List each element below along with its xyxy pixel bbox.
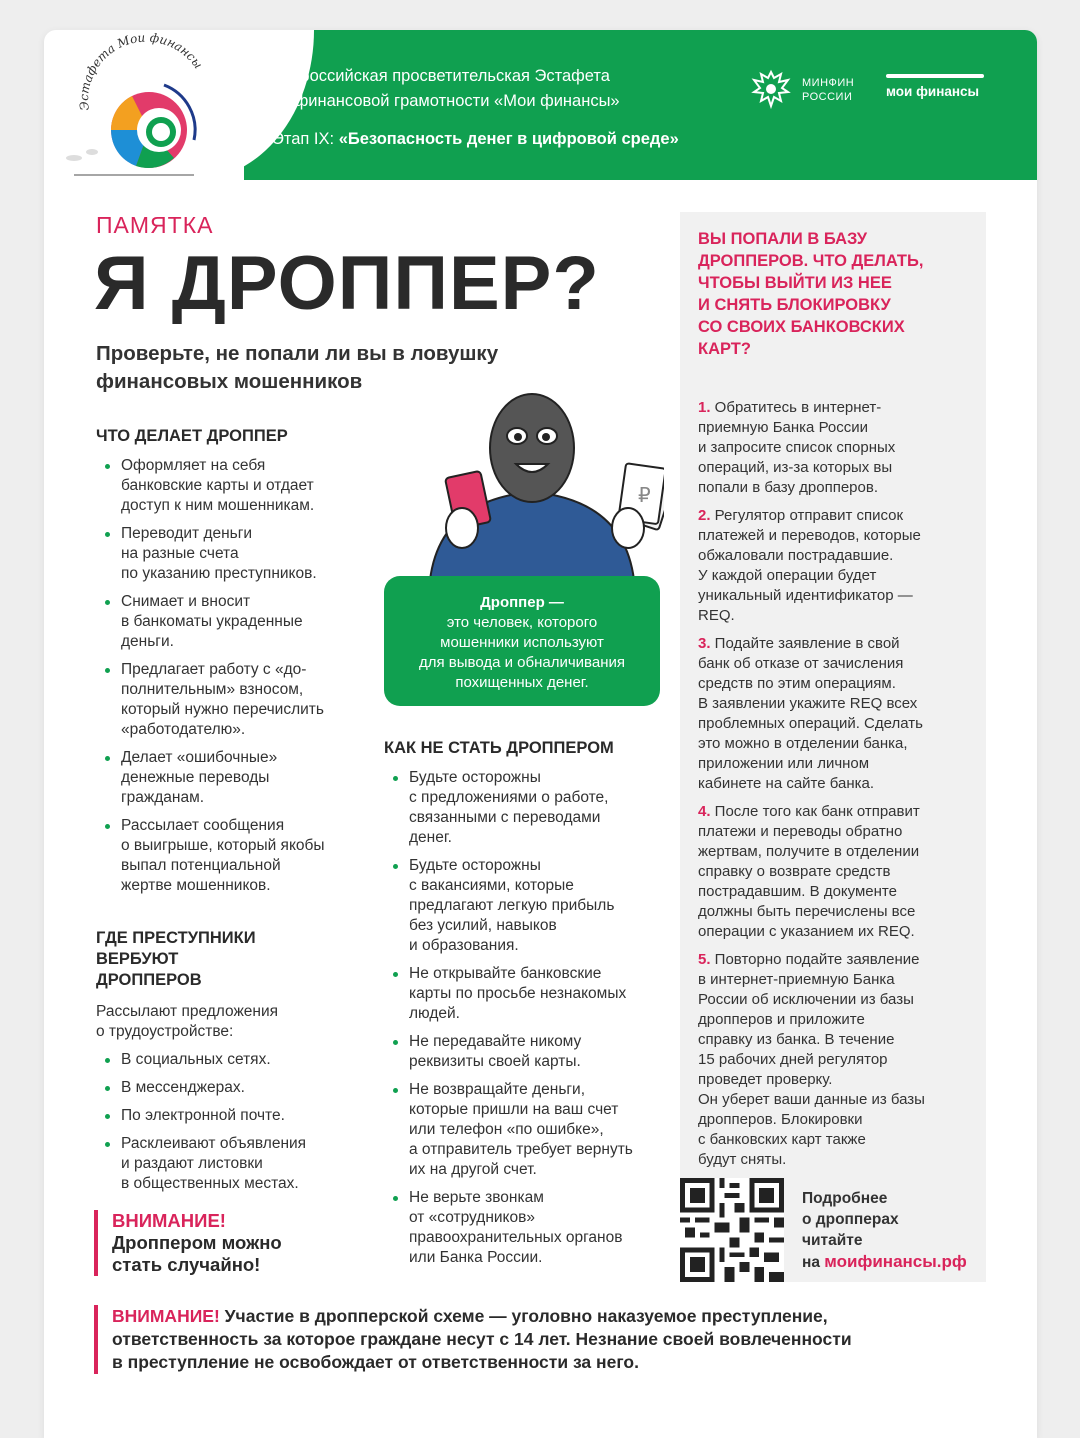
exit-step-line: В заявлении укажите REQ всех: [698, 695, 918, 712]
exit-title-line: СО СВОИХ БАНКОВСКИХ: [698, 318, 905, 336]
how-not-become-item-line: реквизиты своей карты.: [409, 1053, 581, 1070]
exit-step-text: После того как банк отправит: [710, 803, 920, 820]
what-dropper-does-item-line: Делает «ошибочные»: [121, 749, 278, 766]
how-not-become-item-line: а отправитель требует вернуть: [409, 1141, 633, 1158]
more-line-2: о дропперах: [802, 1211, 899, 1228]
exit-step-number: 2.: [698, 507, 711, 524]
attention-bottom-line-3: в преступление не освобождает от ответственности за него.: [112, 1352, 639, 1372]
minfin-line-1: МИНФИН: [802, 77, 855, 89]
exit-step-line: справку из банка. В течение: [698, 1031, 895, 1048]
how-not-become-item: [384, 1032, 674, 1072]
exit-step-line: банк об отказе от зачисления: [698, 655, 904, 672]
where-title-line-1: ГДЕ ПРЕСТУПНИКИ: [96, 929, 256, 947]
how-not-become-item: [384, 856, 674, 956]
more-info: [802, 1188, 1002, 1273]
what-dropper-does-item: [96, 592, 386, 652]
relay-logo: [44, 30, 244, 180]
what-dropper-does-item-line: Предлагает работу с «до-: [121, 661, 307, 678]
exit-step-3: [698, 634, 970, 794]
header-stage: [272, 130, 679, 149]
exit-step-line: с банковских карт также: [698, 1131, 866, 1148]
where-recruit-item-line: В социальных сетях.: [121, 1051, 271, 1068]
more-line-3: читайте: [802, 1232, 863, 1249]
dropper-illustration: [400, 380, 664, 580]
what-dropper-does-item-line: Переводит деньги: [121, 525, 253, 542]
exit-step-5: [698, 950, 970, 1170]
exit-step-line: обжаловали пострадавшие.: [698, 547, 894, 564]
exit-step-line: 15 рабочих дней регулятор: [698, 1051, 888, 1068]
what-dropper-does-item-line: гражданам.: [121, 789, 205, 806]
what-dropper-does-item: [96, 816, 386, 896]
what-dropper-does-item-line: Рассылает сообщения: [121, 817, 285, 834]
moi-finansy-bar: [886, 74, 984, 78]
attention-criminal-liability: [94, 1305, 994, 1374]
how-not-become-item-line: людей.: [409, 1005, 460, 1022]
memo-label: ПАМЯТКА: [96, 212, 214, 238]
header-title: [272, 64, 722, 114]
what-dropper-does-item-line: выпал потенциальной: [121, 857, 281, 874]
definition-term: Дроппер —: [480, 594, 564, 611]
where-intro-line-2: о трудоустройстве:: [96, 1023, 234, 1040]
exit-step-line: средств по этим операциям.: [698, 675, 896, 692]
exit-step-number: 3.: [698, 635, 711, 652]
exit-title-line: ЧТОБЫ ВЫЙТИ ИЗ НЕЕ: [698, 274, 892, 292]
what-dropper-does-item-line: Оформляет на себя: [121, 457, 266, 474]
where-intro-line-1: Рассылают предложения: [96, 1003, 279, 1020]
how-not-become-item: [384, 768, 674, 848]
exit-step-line: REQ.: [698, 607, 735, 624]
how-not-become-item-line: или Банка России.: [409, 1249, 543, 1266]
exit-step-line: У каждой операции будет: [698, 567, 877, 584]
definition-line-3: для вывода и обналичивания: [419, 654, 625, 671]
exit-step-text: Регулятор отправит список: [710, 507, 904, 524]
exit-step-text: Подайте заявление в свой: [710, 635, 900, 652]
exit-step-line: в интернет-приемную Банка: [698, 971, 895, 988]
what-dropper-does-item-line: о выигрыше, который якобы: [121, 837, 325, 854]
how-not-become-item-line: с предложениями о работе,: [409, 789, 609, 806]
exit-step-line: платежи и переводы обратно: [698, 823, 903, 840]
how-not-become-item-line: с вакансиями, которые: [409, 877, 574, 894]
where-recruit-item-line: В мессенджерах.: [121, 1079, 245, 1096]
more-prefix: на: [802, 1254, 825, 1271]
what-dropper-does-item-line: доступ к ним мошенникам.: [121, 497, 315, 514]
subtitle-line-2: финансовых мошенников: [96, 370, 363, 393]
how-not-become-item-line: карты по просьбе незнакомых: [409, 985, 627, 1002]
exit-database-title: [698, 228, 958, 360]
exit-step-line: России об исключении из базы: [698, 991, 914, 1008]
definition-line-4: похищенных денег.: [455, 674, 589, 691]
exit-database-panel: [680, 212, 986, 1282]
what-dropper-does-item-line: который нужно перечислить: [121, 701, 324, 718]
what-dropper-does-item-line: денежные переводы: [121, 769, 270, 786]
how-not-become-item-line: денег.: [409, 829, 452, 846]
how-not-become-item-line: Не передавайте никому: [409, 1033, 582, 1050]
how-not-become-item: [384, 964, 674, 1024]
what-dropper-does-item-line: банковские карты и отдает: [121, 477, 314, 494]
how-not-become-item-line: их на другой счет.: [409, 1161, 537, 1178]
svg-text:₽: ₽: [638, 483, 651, 507]
how-not-become-item-line: без усилий, навыков: [409, 917, 557, 934]
qr-code[interactable]: [680, 1178, 784, 1282]
moi-finansy-text: мои финансы: [886, 84, 980, 99]
exit-step-line: уникальный идентификатор —: [698, 587, 913, 604]
how-not-become-item-line: которые пришли на ваш счет: [409, 1101, 619, 1118]
exit-step-line: [698, 950, 970, 970]
what-dropper-does-item-line: полнительным» взносом,: [121, 681, 304, 698]
attention-bottom-label: ВНИМАНИЕ!: [112, 1306, 220, 1326]
minfin-line-2: РОССИИ: [802, 91, 853, 103]
site-link[interactable]: моифинансы.рф: [824, 1252, 967, 1271]
exit-step-line: проблемных операций. Сделать: [698, 715, 923, 732]
section-title-what-dropper-does: ЧТО ДЕЛАЕТ ДРОППЕР: [96, 427, 288, 445]
where-recruit-item-line: Расклеивают объявления: [121, 1135, 307, 1152]
how-not-become-item: [384, 1188, 674, 1268]
how-not-become-item-line: Не верьте звонкам: [409, 1189, 544, 1206]
how-not-become-item-line: связанными с переводами: [409, 809, 601, 826]
attention-bottom-line-1: Участие в дропперской схеме — уголовно наказуемое преступление,: [219, 1306, 828, 1326]
attention-accidental: [94, 1210, 344, 1276]
dropper-definition: [384, 576, 660, 706]
page-title: Я ДРОППЕР?: [94, 241, 600, 326]
where-recruit-item: [96, 1106, 386, 1126]
header-line-2: по финансовой грамотности «Мои финансы»: [272, 92, 620, 110]
exit-step-line: и запросите список спорных: [698, 439, 896, 456]
exit-step-line: дропперов. Блокировки: [698, 1111, 863, 1128]
section-title-where-recruit: [96, 928, 256, 991]
exit-title-line: ДРОППЕРОВ. ЧТО ДЕЛАТЬ,: [698, 252, 924, 270]
exit-step-line: [698, 634, 970, 654]
subtitle-line-1: Проверьте, не попали ли вы в ловушку: [96, 342, 499, 365]
how-not-become-item-line: Не возвращайте деньги,: [409, 1081, 586, 1098]
how-not-become-item-line: Будьте осторожны: [409, 769, 541, 786]
exit-step-line: это можно в отделении банка,: [698, 735, 908, 752]
what-dropper-does-item-line: жертве мошенников.: [121, 877, 271, 894]
attention-label: ВНИМАНИЕ!: [112, 1210, 226, 1231]
exit-title-line: КАРТ?: [698, 340, 751, 358]
exit-step-line: [698, 802, 970, 822]
where-recruit-intro: [96, 1002, 278, 1042]
where-recruit-item: [96, 1134, 386, 1194]
what-dropper-does-item-line: на разные счета: [121, 545, 239, 562]
where-recruit-item: [96, 1078, 386, 1098]
exit-step-line: кабинете на сайте банка.: [698, 775, 875, 792]
attention-bottom-line-2: ответственность за которое граждане несут с 14 лет. Незнание своей вовлеченности: [112, 1329, 852, 1349]
exit-step-2: [698, 506, 970, 626]
where-recruit-item-line: в общественных местах.: [121, 1175, 299, 1192]
exit-step-line: [698, 398, 970, 418]
exit-step-text: Обратитесь в интернет-: [710, 399, 882, 416]
exit-step-line: платежей и переводов, которые: [698, 527, 921, 544]
where-title-line-2: ВЕРБУЮТ: [96, 950, 179, 968]
exit-step-line: справку о возврате средств: [698, 863, 891, 880]
how-not-become-item-line: Не открывайте банковские: [409, 965, 602, 982]
how-not-become-item-line: или телефон «по ошибке»,: [409, 1121, 604, 1138]
how-not-become-item-line: и образования.: [409, 937, 519, 954]
where-recruit-list: [96, 1050, 386, 1202]
what-dropper-does-item: [96, 748, 386, 808]
how-not-become-item: [384, 1080, 674, 1180]
how-not-become-item-line: Будьте осторожны: [409, 857, 541, 874]
exit-step-line: жертвам, получите в отделении: [698, 843, 920, 860]
minfin-logo: [748, 66, 868, 116]
section-title-how-not-become: КАК НЕ СТАТЬ ДРОППЕРОМ: [384, 739, 614, 757]
what-dropper-does-item: [96, 660, 386, 740]
exit-step-line: операций, из-за которых вы: [698, 459, 893, 476]
exit-step-text: Повторно подайте заявление: [710, 951, 920, 968]
what-dropper-does-item-line: Снимает и вносит: [121, 593, 251, 610]
attention-line-2: стать случайно!: [112, 1254, 261, 1275]
exit-title-line: ВЫ ПОПАЛИ В БАЗУ: [698, 230, 867, 248]
what-dropper-does-item: [96, 456, 386, 516]
where-recruit-item-line: и раздают листовки: [121, 1155, 263, 1172]
where-title-line-3: ДРОППЕРОВ: [96, 971, 202, 989]
attention-line-1: Дроппером можно: [112, 1232, 282, 1253]
how-not-become-list: [384, 768, 674, 1276]
logo-arc-text: Эстафета Мои финансы: [77, 30, 206, 112]
exit-step-number: 4.: [698, 803, 711, 820]
where-recruit-item-line: По электронной почте.: [121, 1107, 285, 1124]
definition-line-2: мошенники используют: [440, 634, 604, 651]
what-dropper-does-item-line: по указанию преступников.: [121, 565, 317, 582]
memo-sheet: [44, 30, 1037, 1438]
definition-line-1: это человек, которого: [446, 614, 598, 631]
exit-step-line: операции с указанием их REQ.: [698, 923, 915, 940]
exit-step-line: проведет проверку.: [698, 1071, 833, 1088]
what-dropper-does-list: [96, 456, 386, 904]
eagle-emblem-icon: [748, 66, 794, 112]
how-not-become-item-line: предлагают легкую прибыль: [409, 897, 615, 914]
header-line-1: Всероссийская просветительская Эстафета: [272, 67, 610, 85]
exit-step-number: 1.: [698, 399, 711, 416]
exit-step-line: приложении или личном: [698, 755, 870, 772]
exit-step-line: пострадавшим. В документе: [698, 883, 897, 900]
how-not-become-item-line: от «сотрудников»: [409, 1209, 535, 1226]
what-dropper-does-item-line: деньги.: [121, 633, 174, 650]
moi-finansy-logo: [886, 74, 986, 99]
what-dropper-does-item: [96, 524, 386, 584]
what-dropper-does-item-line: «работодателю».: [121, 721, 246, 738]
exit-step-1: [698, 398, 970, 498]
how-not-become-item-line: правоохранительных органов: [409, 1229, 623, 1246]
exit-step-line: дропперов и приложите: [698, 1011, 865, 1028]
where-recruit-item: [96, 1050, 386, 1070]
exit-step-line: [698, 506, 970, 526]
what-dropper-does-item-line: в банкоматы украденные: [121, 613, 303, 630]
exit-step-line: приемную Банка России: [698, 419, 869, 436]
exit-step-line: будут сняты.: [698, 1151, 787, 1168]
stage-title: «Безопасность денег в цифровой среде»: [338, 130, 679, 148]
exit-title-line: И СНЯТЬ БЛОКИРОВКУ: [698, 296, 891, 314]
exit-step-line: должны быть перечислены все: [698, 903, 916, 920]
more-line-1: Подробнее: [802, 1190, 888, 1207]
exit-step-number: 5.: [698, 951, 711, 968]
exit-step-4: [698, 802, 970, 942]
exit-step-line: Он уберет ваши данные из базы: [698, 1091, 925, 1108]
stage-prefix: Этап IX:: [272, 130, 339, 148]
exit-step-line: попали в базу дропперов.: [698, 479, 879, 496]
